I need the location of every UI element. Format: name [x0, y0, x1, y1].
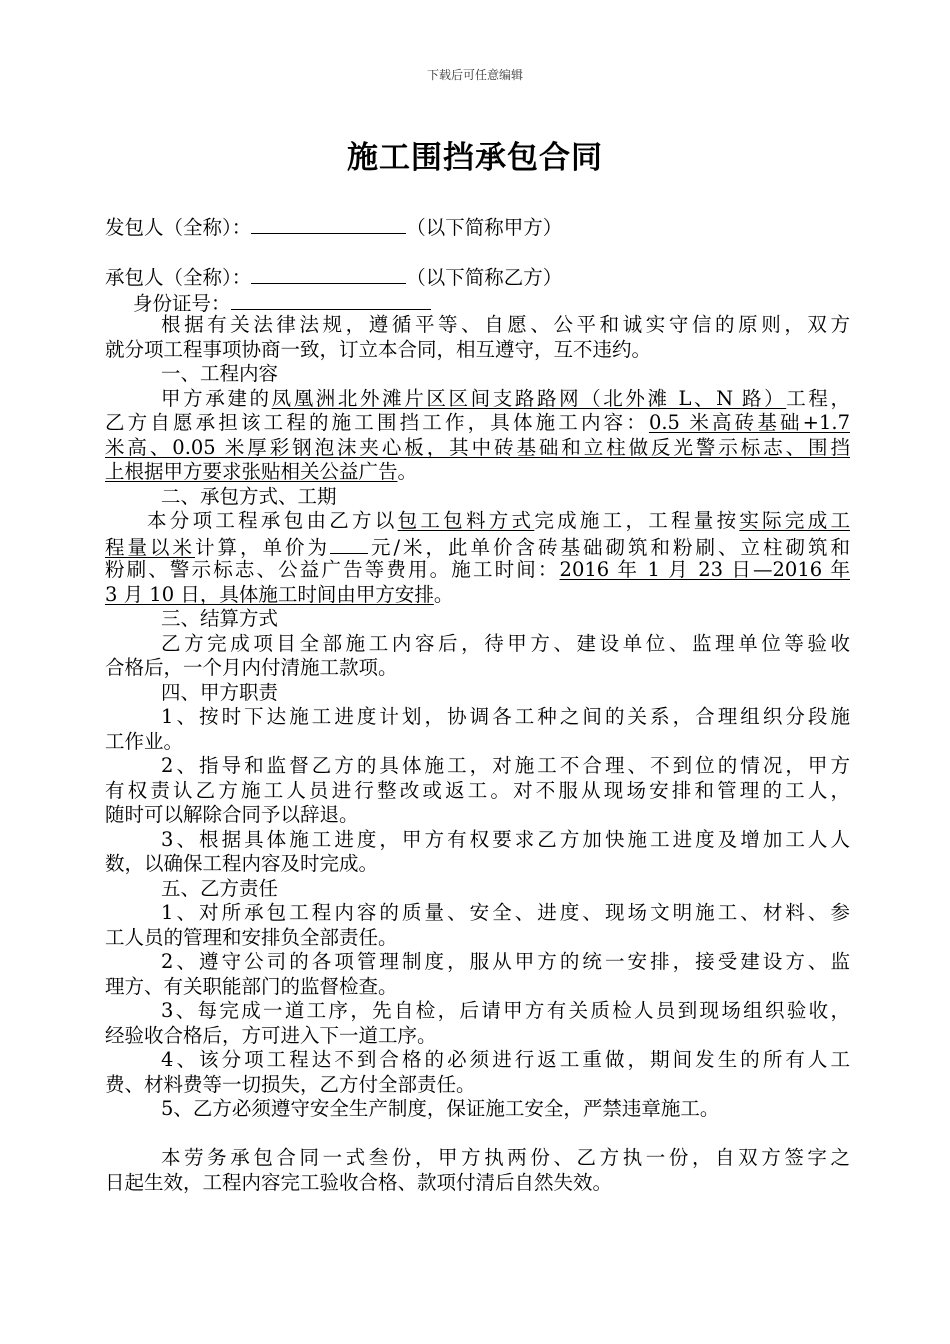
section-heading: 二、承包方式、工期 [161, 484, 337, 508]
paragraph-line: 数，以确保工程内容及时完成。 [105, 852, 379, 875]
party-a-label: 发包人（全称）： [105, 216, 252, 239]
paragraph-line: 费、材料费等一切损失，乙方付全部责任。 [105, 1072, 476, 1096]
section-heading: 一、工程内容 [161, 362, 279, 385]
intro-line: 根据有关法律法规，遵循平等、自愿、公平和诚实守信的原则，双方 [161, 313, 850, 336]
closing-line: 本劳务承包合同一式叁份，甲方执两份、乙方执一份，自双方签字之 [161, 1146, 850, 1169]
paragraph-line: 乙方完成项目全部施工内容后，待甲方、建设单位、监理单位等验收 [161, 631, 850, 655]
id-number-line [133, 288, 431, 316]
closing-line: 日起生效，工程内容完工验收合格、款项付清后自然失效。 [105, 1170, 613, 1194]
paragraph-line: 有权责认乙方施工人员进行整改或返工。对不服从现场安排和管理的工人， [105, 778, 850, 802]
party-a-suffix: （以下简称甲方） [406, 216, 563, 239]
document-title: 施工围挡承包合同 [347, 140, 603, 176]
paragraph-line: 程量以米计算，单价为 元/米，此单价含砖基础砌筑和粉刷、立柱砌筑和 [105, 535, 850, 559]
paragraph-line: 2、指导和监督乙方的具体施工，对施工不合理、不到位的情况，甲方 [161, 754, 850, 777]
party-b-suffix: （以下简称乙方） [406, 266, 563, 289]
unit-price-blank[interactable] [330, 534, 368, 554]
header-note: 下载后可任意编辑 [426, 68, 523, 82]
party-a-line [105, 212, 562, 240]
paragraph-line: 2、遵守公司的各项管理制度，服从甲方的统一安排，接受建设方、监 [161, 950, 850, 973]
section-heading: 五、乙方责任 [161, 876, 279, 900]
party-b-line [105, 262, 562, 290]
paragraph-line: 合格后，一个月内付清施工款项。 [105, 656, 398, 679]
paragraph-line: 甲方承建的凤凰洲北外滩片区区间支路路网（北外滩 L、N 路）工程， [161, 386, 850, 410]
paragraph-line: 1、对所承包工程内容的质量、安全、进度、现场文明施工、材料、参 [161, 901, 850, 924]
spacer [105, 1122, 850, 1147]
section-heading: 三、结算方式 [161, 607, 279, 630]
paragraph-line: 工作业。 [105, 729, 184, 753]
paragraph-line: 本分项工程承包由乙方以包工包料方式完成施工，工程量按实际完成工 [147, 509, 850, 532]
intro-line: 就分项工程事项协商一致，订立本合同，相互遵守，互不违约。 [105, 337, 652, 361]
paragraph-line: 3 月 10 日，具体施工时间由甲方安排。 [105, 582, 454, 606]
paragraph-line: 3、每完成一道工序，先自检，后请甲方有关质检人员到现场组织验收， [161, 999, 850, 1022]
paragraph-line: 4、该分项工程达不到合格的必须进行返工重做，期间发生的所有人工 [161, 1048, 850, 1071]
paragraph-line: 3、根据具体施工进度，甲方有权要求乙方加快施工进度及增加工人人 [161, 827, 850, 851]
id-number-blank[interactable] [231, 290, 431, 310]
party-b-blank[interactable] [251, 264, 406, 284]
paragraph-line: 工人员的管理和安排负全部责任。 [105, 925, 398, 949]
paragraph-line: 理方、有关职能部门的监督检查。 [105, 974, 398, 998]
contract-body [105, 313, 850, 1195]
paragraph-line: 粉刷、警示标志、公益广告等费用。施工时间：2016 年 1 月 23 日—2016 年 [105, 558, 850, 581]
party-a-blank[interactable] [251, 214, 406, 234]
paragraph-line: 米高、0.05 米厚彩钢泡沫夹心板，其中砖基础和立柱做反光警示标志、围挡 [105, 435, 850, 459]
paragraph-line: 5、乙方必须遵守安全生产制度，保证施工安全，严禁违章施工。 [161, 1097, 720, 1120]
paragraph-line: 上根据甲方要求张贴相关公益广告。 [105, 460, 418, 483]
id-number-label: 身份证号： [133, 292, 231, 315]
party-b-label: 承包人（全称）： [105, 266, 252, 289]
section-heading: 四、甲方职责 [161, 680, 279, 704]
paragraph-line: 随时可以解除合同予以辞退。 [105, 803, 359, 826]
paragraph-line: 经验收合格后，方可进入下一道工序。 [105, 1023, 437, 1047]
paragraph-line: 乙方自愿承担该工程的施工围挡工作，具体施工内容：0.5 米高砖基础+1.7 [105, 411, 850, 434]
paragraph-line: 1、按时下达施工进度计划，协调各工种之间的关系，合理组织分段施 [161, 705, 850, 728]
